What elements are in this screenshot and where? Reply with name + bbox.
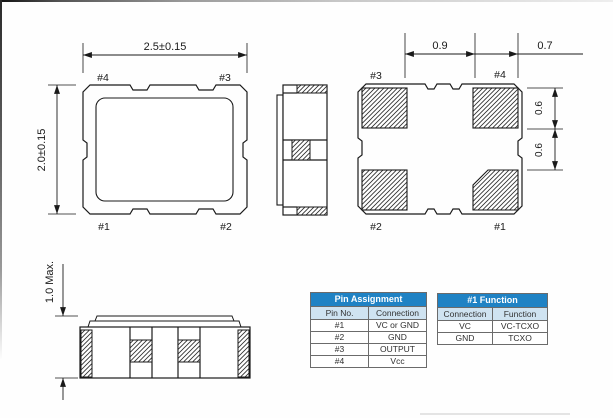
pin-label-4: #4 — [97, 72, 109, 84]
dimension-09-label: 0.9 — [432, 40, 448, 52]
dimension-width-label: 2.5±0.15 — [143, 41, 187, 53]
table-header-row — [438, 308, 548, 321]
mid-terminal — [292, 140, 310, 160]
table-row — [438, 321, 548, 333]
table-title: Pin Assignment — [311, 293, 427, 307]
end-terminal-left — [81, 330, 92, 377]
pin-label-3: #3 — [219, 72, 231, 84]
dimension-height-label: 2.0±0.15 — [36, 128, 48, 172]
pin-no-cell: #4 — [311, 356, 369, 368]
table-header-row — [311, 307, 427, 320]
table-row — [311, 356, 427, 368]
connection-cell: VC or GND — [369, 320, 427, 332]
pin-label-1: #1 — [494, 221, 506, 233]
pad-1-chamfered — [473, 170, 518, 210]
table-title-row — [438, 294, 548, 308]
body-outline — [80, 327, 250, 378]
connection-cell: GND — [369, 332, 427, 344]
pin-label-1: #1 — [98, 221, 110, 233]
pin-label-4: #4 — [494, 69, 506, 81]
pin-label-3: #3 — [370, 70, 382, 82]
column-header: Pin No. — [311, 307, 369, 320]
table-title-row — [311, 293, 427, 307]
seal-bottom — [297, 207, 327, 215]
seal-top — [297, 85, 327, 93]
scan-artifact — [420, 413, 570, 415]
front-view-drawing — [30, 250, 270, 418]
lid-edge — [277, 95, 283, 205]
table-row — [311, 320, 427, 332]
pin-no-cell: #3 — [311, 344, 369, 356]
function-cell: VC-TCXO — [493, 321, 548, 333]
column-header: Connection — [369, 307, 427, 320]
pin-label-2: #2 — [370, 221, 382, 233]
bottom-view-drawing — [345, 28, 590, 242]
castellation-right — [178, 340, 200, 362]
end-terminal-right — [238, 330, 249, 377]
castellation-left — [130, 340, 152, 362]
dimension-07-label: 0.7 — [537, 40, 553, 52]
top-view-drawing — [28, 28, 263, 242]
pin1-function-table — [437, 293, 548, 345]
side-section-drawing — [262, 70, 337, 230]
connection-cell: OUTPUT — [369, 344, 427, 356]
scan-edge-top — [0, 0, 613, 2]
column-header: Function — [493, 308, 548, 321]
pad-4 — [473, 88, 518, 128]
connection-cell: Vcc — [369, 356, 427, 368]
dimension-height-label: 1.0 Max. — [44, 260, 56, 304]
pin-assignment-table — [310, 292, 427, 368]
dimension-06a-label: 0.6 — [534, 101, 545, 115]
pin-label-2: #2 — [220, 221, 232, 233]
lid-bottom-plate — [88, 321, 241, 327]
pin-no-cell: #2 — [311, 332, 369, 344]
table-row — [438, 333, 548, 345]
dimension-06b-label: 0.6 — [534, 143, 545, 157]
table-row — [311, 332, 427, 344]
pin-no-cell: #1 — [311, 320, 369, 332]
pad-2 — [362, 170, 407, 210]
function-cell: TCXO — [493, 333, 548, 345]
pad-3 — [362, 88, 407, 128]
lid-top-plate — [95, 316, 234, 321]
connection-cell: VC — [438, 321, 493, 333]
table-row — [311, 344, 427, 356]
connection-cell: GND — [438, 333, 493, 345]
scan-edge-left — [0, 0, 2, 360]
column-header: Connection — [438, 308, 493, 321]
package-cavity — [96, 98, 233, 201]
table-title: #1 Function — [438, 294, 548, 308]
